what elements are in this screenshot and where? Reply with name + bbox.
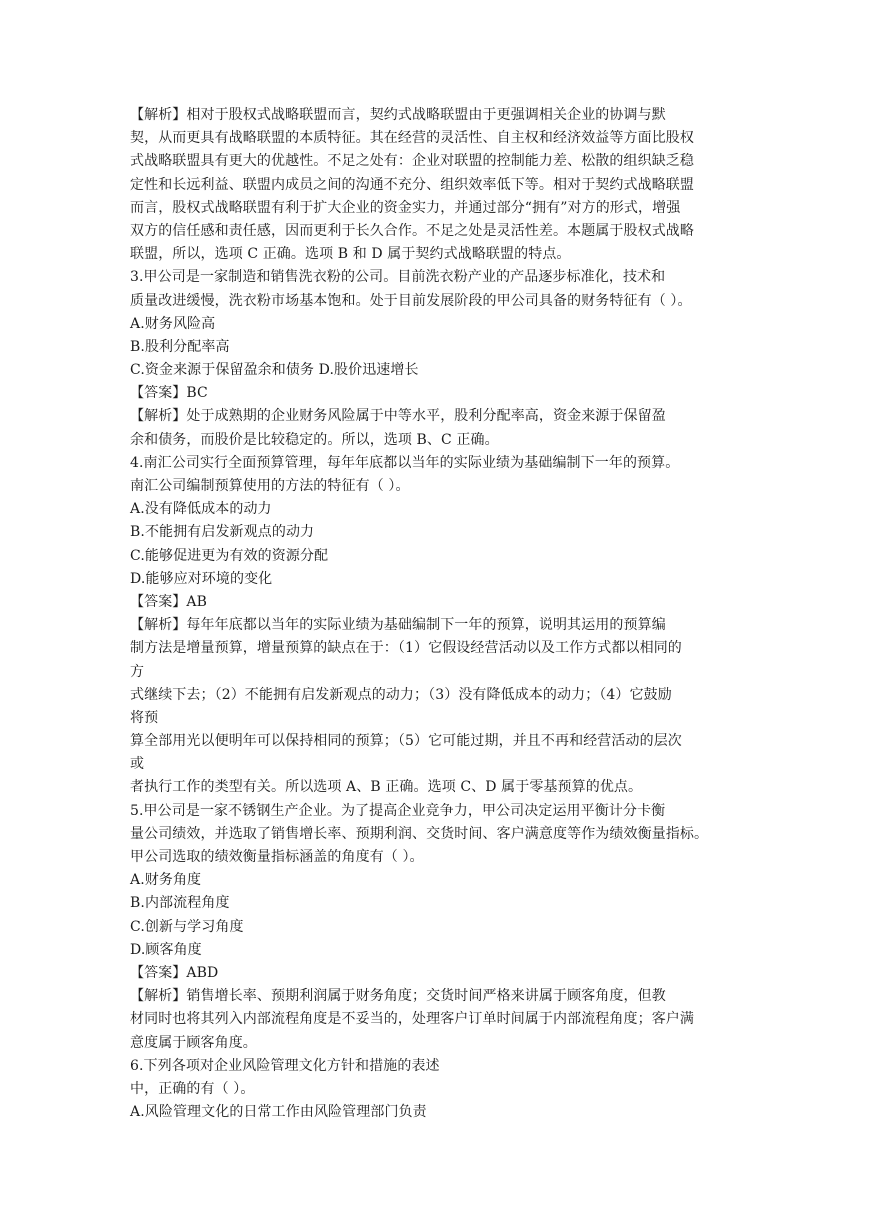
answer-line: 【答案】AB [130,593,207,610]
option-line: C.资金来源于保留盈余和债务 D.股价迅速增长 [130,362,419,379]
option-line: B.不能拥有启发新观点的动力 [130,524,315,541]
text-line: 者执行工作的类型有关。所以选项 A、B 正确。选项 C、D 属于零基预算的优点。 [130,779,643,796]
text-line: 式战略联盟具有更大的优越性。不足之处有：企业对联盟的控制能力差、松散的组织缺乏稳 [130,153,694,170]
text-line: 材同时也将其列入内部流程角度是不妥当的，处理客户订单时间属于内部流程角度；客户满 [130,1011,694,1028]
question-3-stem: 3.甲公司是一家制造和销售洗衣粉的公司。目前洗衣粉产业的产品逐步标准化，技术和 [130,269,666,286]
analysis-line: 【解析】销售增长率、预期利润属于财务角度；交货时间严格来讲属于顾客角度，但教 [130,988,666,1005]
text-line: 质量改进缓慢，洗衣粉市场基本饱和。处于目前发展阶段的甲公司具备的财务特征有（ ）。 [130,292,692,309]
text-line: 算全部用光以便明年可以保持相同的预算；（5）它可能过期，并且不再和经营活动的层次 [130,733,682,750]
text-line: 意度属于顾客角度。 [130,1034,257,1051]
question-6-stem: 6.下列各项对企业风险管理文化方针和措施的表述 [130,1057,440,1074]
text-line: 而言，股权式战略联盟有利于扩大企业的资金实力，并通过部分“拥有”对方的形式，增强 [130,199,681,216]
text-line: 双方的信任感和责任感，因而更利于长久合作。不足之处是灵活性差。本题属于股权式战略 [130,222,694,239]
option-line: D.能够应对环境的变化 [130,570,273,587]
text-line: 余和债务，而股价是比较稳定的。所以，选项 B、C 正确。 [130,431,499,448]
option-line: A.财务角度 [130,872,202,889]
question-5-stem: 5.甲公司是一家不锈钢生产企业。为了提高企业竞争力，甲公司决定运用平衡计分卡衡 [130,802,666,819]
text-line: 将预 [130,709,159,726]
option-line: B.内部流程角度 [130,895,230,912]
analysis-line: 【解析】每年年底都以当年的实际业绩为基础编制下一年的预算，说明其运用的预算编 [130,617,666,634]
text-line: 方 [130,663,145,680]
text-line: 或 [130,756,145,773]
text-line: 定性和长远利益、联盟内成员之间的沟通不充分、组织效率低下等。相对于契约式战略联盟 [130,176,694,193]
answer-line: 【答案】ABD [130,964,219,981]
option-line: C.创新与学习角度 [130,918,244,935]
text-line: 量公司绩效，并选取了销售增长率、预期利润、交货时间、客户满意度等作为绩效衡量指标。 [130,825,709,842]
text-line: 【解析】相对于股权式战略联盟而言，契约式战略联盟由于更强调相关企业的协调与默 [130,107,666,123]
option-line: A.风险管理文化的日常工作由风险管理部门负责 [130,1104,427,1121]
option-line: C.能够促进更为有效的资源分配 [130,547,329,564]
text-line: 甲公司选取的绩效衡量指标涵盖的角度有（ ）。 [130,849,424,865]
question-4-stem: 4.南汇公司实行全面预算管理，每年年底都以当年的实际业绩为基础编制下一年的预算。 [130,454,680,471]
text-line: 中，正确的有（ ）。 [130,1080,255,1097]
option-line: A.没有降低成本的动力 [130,501,272,518]
answer-line: 【答案】BC [130,385,208,402]
text-line: 联盟，所以，选项 C 正确。选项 B 和 D 属于契约式战略联盟的特点。 [130,246,571,263]
option-line: B.股利分配率高 [130,338,230,355]
analysis-line: 【解析】处于成熟期的企业财务风险属于中等水平，股利分配率高，资金来源于保留盈 [130,408,666,425]
text-line: 式继续下去；（2）不能拥有启发新观点的动力；（3）没有降低成本的动力；（4）它鼓励 [130,686,672,703]
text-line: 南汇公司编制预算使用的方法的特征有（ ）。 [130,478,410,494]
option-line: A.财务风险高 [130,315,216,332]
text-line: 制方法是增量预算，增量预算的缺点在于：（1）它假设经营活动以及工作方式都以相同的 [130,640,682,657]
document-body [130,104,742,1124]
option-line: D.顾客角度 [130,941,202,958]
text-line: 契，从而更具有战略联盟的本质特征。其在经营的灵活性、自主权和经济效益等方面比股权 [130,130,694,147]
